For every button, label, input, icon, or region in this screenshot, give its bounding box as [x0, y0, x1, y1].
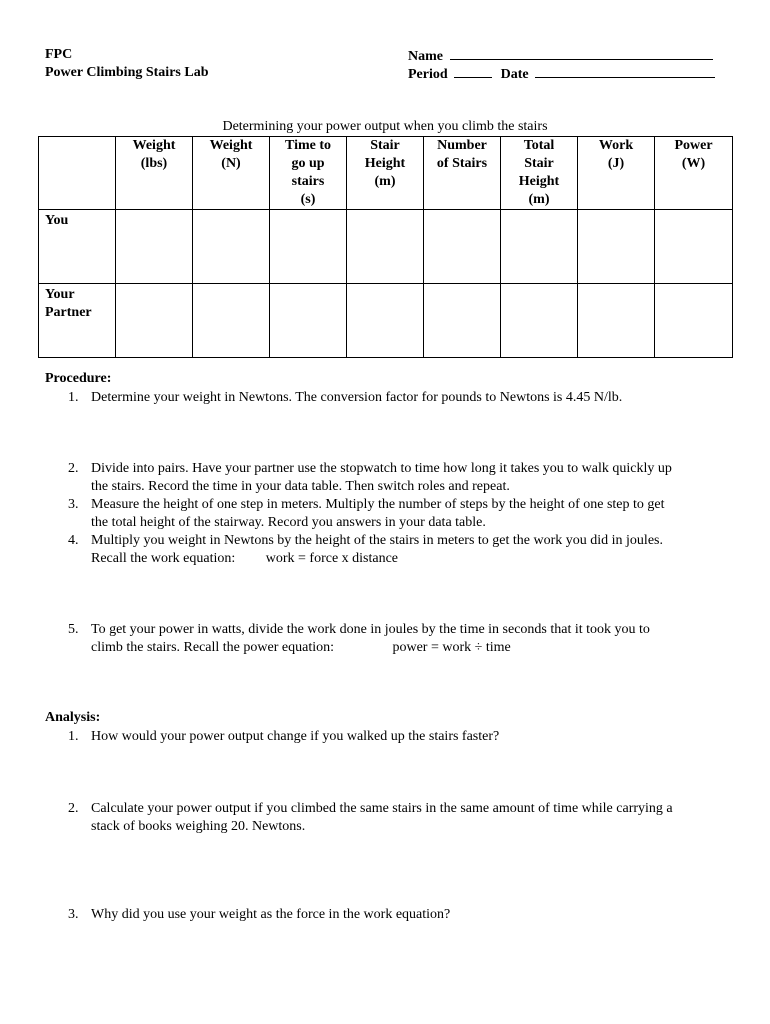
row-label-partner: Your Partner [39, 284, 116, 358]
item-text-line2: the total height of the stairway. Record you answers in your data table. [91, 515, 486, 530]
procedure-title: Procedure: [45, 371, 112, 386]
header-stair-height: Stair Height (m) [347, 137, 424, 210]
name-blank[interactable] [450, 47, 713, 60]
header-number-of-stairs: Number of Stairs [424, 137, 501, 210]
cell-you-power[interactable] [655, 210, 733, 284]
date-blank[interactable] [535, 65, 715, 78]
item-text-line1: Calculate your power output if you climbed the same stairs in the same amount of time while carrying a [91, 801, 673, 816]
header-power: Power (W) [655, 137, 733, 210]
cell-you-weight-n[interactable] [193, 210, 270, 284]
period-label: Period [408, 67, 448, 82]
header-weight-n: Weight (N) [193, 137, 270, 210]
cell-you-work[interactable] [578, 210, 655, 284]
cell-you-number-of-stairs[interactable] [424, 210, 501, 284]
cell-partner-power[interactable] [655, 284, 733, 358]
cell-partner-number-of-stairs[interactable] [424, 284, 501, 358]
name-field-row [408, 47, 713, 65]
table-caption: Determining your power output when you climb the stairs [222, 119, 548, 134]
item-text-line2: Recall the work equation: [91, 551, 236, 566]
cell-you-stair-height[interactable] [347, 210, 424, 284]
period-date-row [408, 65, 715, 83]
item-number: 4. [68, 533, 79, 548]
item-text-line2: stack of books weighing 20. Newtons. [91, 819, 306, 834]
header-cell-blank [39, 137, 116, 210]
table-row-you [39, 210, 733, 284]
cell-partner-time[interactable] [270, 284, 347, 358]
item-number: 1. [68, 390, 79, 405]
item-number: 5. [68, 622, 79, 637]
cell-partner-total-height[interactable] [501, 284, 578, 358]
item-text-line2: climb the stairs. Recall the power equation: [91, 640, 334, 655]
cell-partner-weight-n[interactable] [193, 284, 270, 358]
lab-title: Power Climbing Stairs Lab [45, 65, 209, 80]
cell-partner-weight-lbs[interactable] [116, 284, 193, 358]
cell-you-weight-lbs[interactable] [116, 210, 193, 284]
item-text-line1: Measure the height of one step in meters. Multiply the number of steps by the height of one step to get [91, 497, 665, 512]
cell-partner-stair-height[interactable] [347, 284, 424, 358]
work-equation: work = force x distance [265, 551, 399, 566]
cell-partner-work[interactable] [578, 284, 655, 358]
table-header-row [39, 137, 733, 210]
course-name: FPC [45, 47, 73, 62]
item-text: Why did you use your weight as the force in the work equation? [91, 907, 451, 922]
name-label: Name [408, 49, 443, 64]
item-number: 2. [68, 461, 79, 476]
period-blank[interactable] [454, 65, 492, 78]
date-label: Date [500, 67, 529, 82]
item-number: 2. [68, 801, 79, 816]
item-text-line1: Divide into pairs. Have your partner use the stopwatch to time how long it takes you to walk quickly up [91, 461, 672, 476]
header-time: Time to go up stairs (s) [270, 137, 347, 210]
header-total-stair-height: Total Stair Height (m) [501, 137, 578, 210]
item-text-line2: the stairs. Record the time in your data table. Then switch roles and repeat. [91, 479, 510, 494]
item-text-line1: To get your power in watts, divide the work done in joules by the time in seconds that it took you to [91, 622, 650, 637]
header-work: Work (J) [578, 137, 655, 210]
cell-you-total-height[interactable] [501, 210, 578, 284]
table-row-partner [39, 284, 733, 358]
item-number: 3. [68, 907, 79, 922]
cell-you-time[interactable] [270, 210, 347, 284]
item-text: How would your power output change if you walked up the stairs faster? [91, 729, 500, 744]
item-text-line1: Multiply you weight in Newtons by the height of the stairs in meters to get the work you did in joules. [91, 533, 663, 548]
power-equation: power = work ÷ time [392, 640, 511, 655]
analysis-title: Analysis: [45, 710, 101, 725]
header-weight-lbs: Weight (lbs) [116, 137, 193, 210]
item-number: 1. [68, 729, 79, 744]
item-number: 3. [68, 497, 79, 512]
item-text: Determine your weight in Newtons. The conversion factor for pounds to Newtons is 4.45 N/lb. [91, 390, 623, 405]
row-label-you: You [39, 210, 116, 284]
data-table [38, 136, 733, 358]
